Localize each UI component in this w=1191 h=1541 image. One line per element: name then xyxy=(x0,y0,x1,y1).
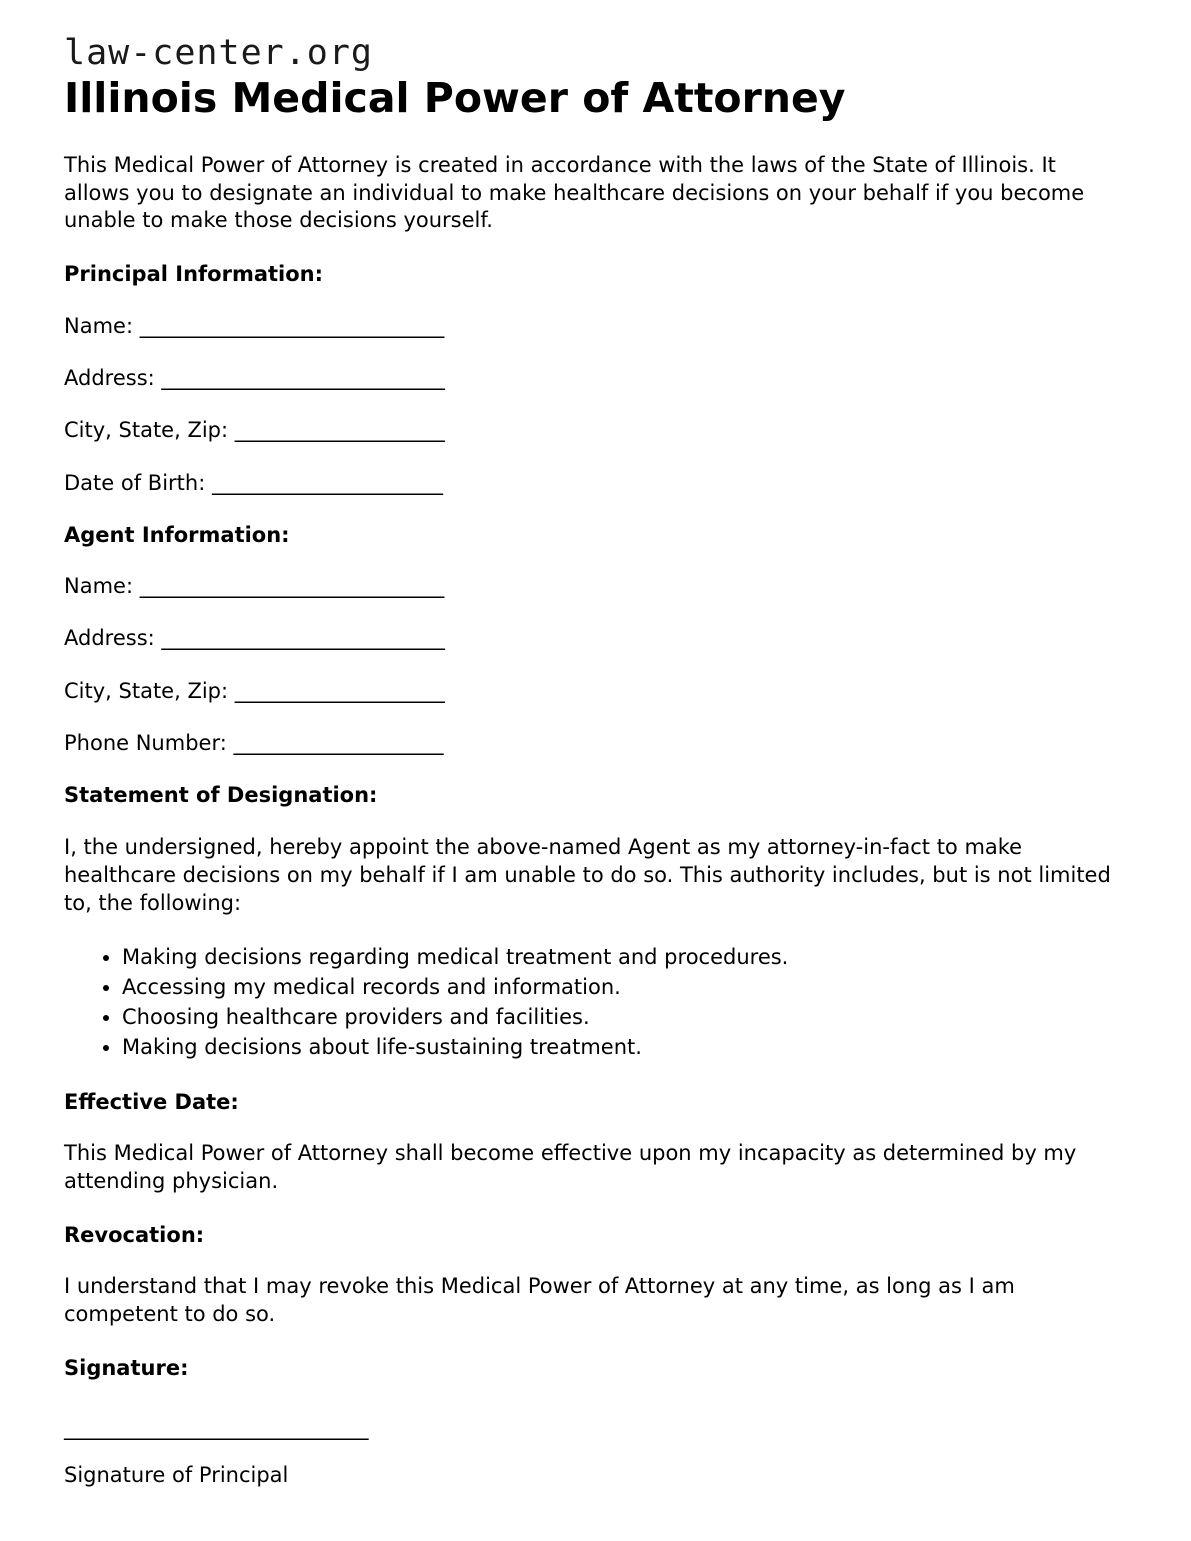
site-name: law-center.org xyxy=(64,33,374,73)
section-heading-agent-information: Agent Information: xyxy=(64,522,290,547)
section-heading-principal-information: Principal Information: xyxy=(64,262,324,287)
list-item: • Making decisions about life-sustaining treatment. xyxy=(122,1033,1129,1063)
signature-block xyxy=(64,1416,1129,1488)
field-agent-name xyxy=(64,573,1129,600)
field-label: Date of Birth: xyxy=(64,470,206,495)
signature-caption: Signature of Principal xyxy=(64,1463,289,1488)
field-blank: ___________________________ xyxy=(161,366,445,390)
field-blank: ___________________________ xyxy=(161,626,445,651)
field-principal-name xyxy=(64,313,1129,340)
field-principal-address xyxy=(64,365,1129,392)
field-agent-address xyxy=(64,625,1129,652)
section-heading-signature: Signature: xyxy=(64,1355,189,1380)
designation-paragraph: I, the undersigned, hereby appoint the above-named Agent as my attorney-in-fact to make healthcare decisions on my behalf if I am unable to do so. This authority includes, but is not limited to, the following: xyxy=(64,834,1111,915)
field-label: Phone Number: xyxy=(64,731,227,756)
field-label: City, State, Zip: xyxy=(64,418,229,443)
list-item: • Accessing my medical records and information. xyxy=(122,973,1129,1003)
field-principal-date-of-birth xyxy=(64,470,1129,497)
field-principal-city-state-zip xyxy=(64,417,1129,444)
intro-paragraph: This Medical Power of Attorney is created in accordance with the laws of the State of Illinois. It allows you to designate an individual to make healthcare decisions on your behalf if you become unable to make those decisions yourself. xyxy=(64,152,1085,233)
field-agent-city-state-zip xyxy=(64,678,1129,705)
field-blank: ______________________ xyxy=(211,470,443,495)
field-label: Address: xyxy=(64,626,155,651)
document-body xyxy=(62,152,1129,1489)
page-title: Illinois Medical Power of Attorney xyxy=(64,73,846,122)
list-item: • Making decisions regarding medical treatment and procedures. xyxy=(122,943,1129,973)
field-blank: ____________________ xyxy=(234,418,445,443)
field-label: Address: xyxy=(64,366,155,390)
section-heading-revocation: Revocation: xyxy=(64,1222,205,1247)
effective-date-paragraph: This Medical Power of Attorney shall become effective upon my incapacity as determined by my attending physician. xyxy=(64,1140,1077,1193)
field-agent-phone-number xyxy=(64,730,1129,757)
field-blank: _____________________________ xyxy=(139,574,445,599)
section-heading-statement-of-designation: Statement of Designation: xyxy=(64,783,378,808)
field-label: Name: xyxy=(64,313,134,338)
revocation-paragraph: I understand that I may revoke this Medical Power of Attorney at any time, as long as I am competent to do so. xyxy=(64,1274,1015,1327)
list-item: • Choosing healthcare providers and facilities. xyxy=(122,1003,1129,1033)
field-blank: _____________________________ xyxy=(139,313,445,338)
field-blank: ____________________ xyxy=(233,731,444,756)
field-label: Name: xyxy=(64,574,134,599)
signature-line: _____________________________ xyxy=(64,1416,369,1441)
designation-authority-list xyxy=(64,943,1129,1062)
field-label: City, State, Zip: xyxy=(64,678,229,703)
field-blank: ____________________ xyxy=(234,678,445,703)
section-heading-effective-date: Effective Date: xyxy=(64,1089,239,1114)
